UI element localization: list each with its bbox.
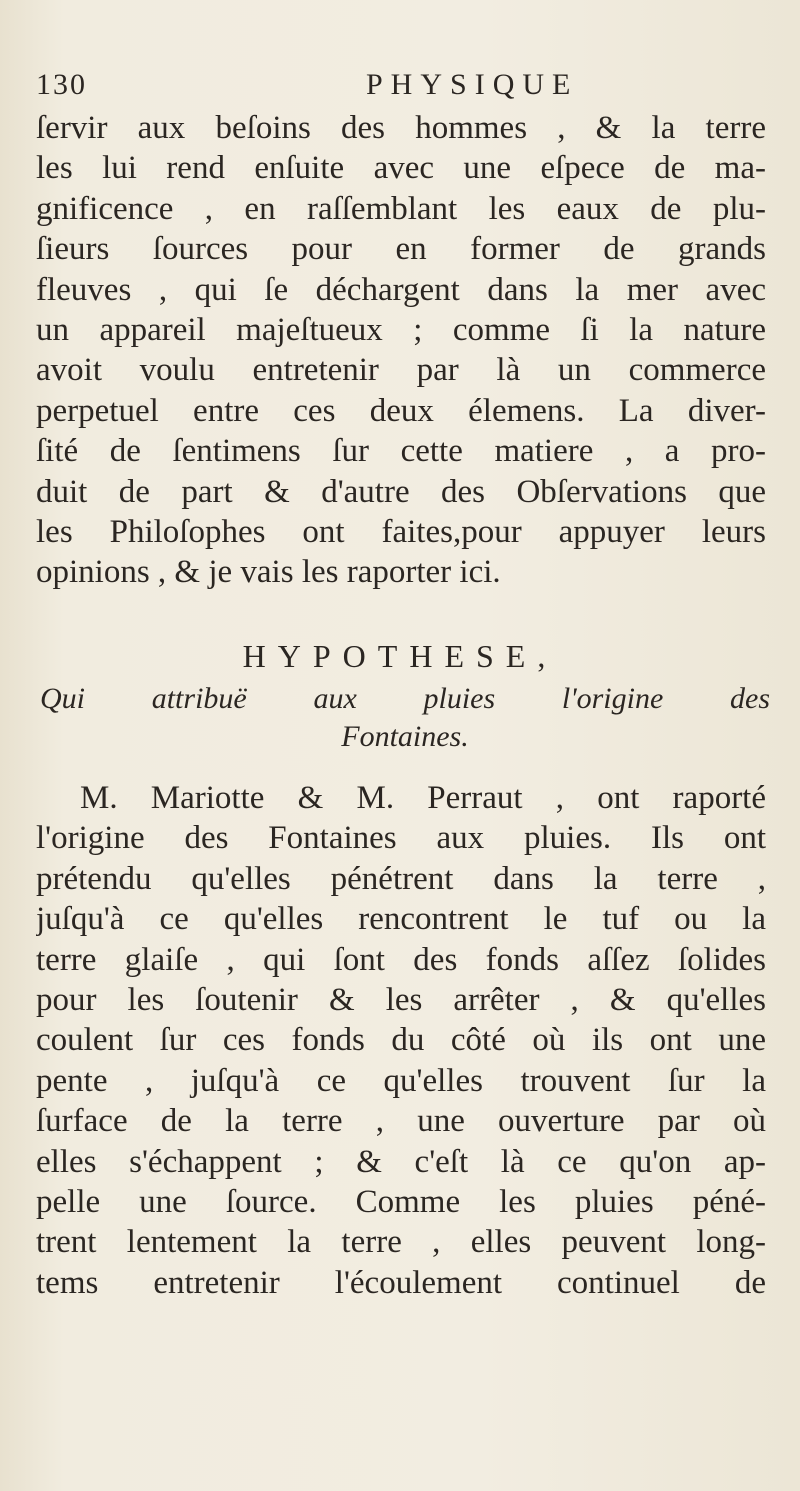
text-line: l'origine des Fontaines aux pluies. Ils ont <box>36 820 766 857</box>
text-line: pente , juſqu'à ce qu'elles trouvent ſur la <box>36 1062 766 1099</box>
text-line: fleuves , qui ſe déchargent dans la mer avec <box>36 271 766 308</box>
text-line: duit de part & d'autre des Obſervations que <box>36 473 766 510</box>
text-line: coulent ſur ces fonds du côté où ils ont une <box>36 1022 766 1059</box>
text-line: pour les ſoutenir & les arrêter , & qu'elles <box>36 982 766 1019</box>
page-number: 130 <box>36 68 87 101</box>
page-header <box>36 68 756 108</box>
text-line: prétendu qu'elles pénétrent dans la terre , <box>36 860 766 897</box>
section-heading: HYPOTHESE, <box>242 638 558 674</box>
text-line: tems entretenir l'écoulement continuel de <box>36 1264 766 1301</box>
text-line: gnificence , en raſſemblant les eaux de plu- <box>36 190 766 227</box>
text-line: terre glaiſe , qui ſont des fonds aſſez ſolides <box>36 941 766 978</box>
section-subtitle <box>40 680 770 756</box>
paragraph-intro <box>36 108 766 593</box>
text-line: ſieurs ſources pour en former de grands <box>36 231 766 268</box>
text-line: avoit voulu entretenir par là un commerce <box>36 352 766 389</box>
running-title: PHYSIQUE <box>366 68 579 101</box>
text-line: un appareil majeſtueux ; comme ſi la nature <box>36 312 766 349</box>
text-line: les Philoſophes ont faites,pour appuyer leurs <box>36 514 766 551</box>
subtitle-line: Qui attribuë aux pluies l'origine des <box>40 682 770 715</box>
text-line: ſité de ſentimens ſur cette matiere , a pro- <box>36 433 766 470</box>
text-line: opinions , & je vais les raporter ici. <box>36 554 501 591</box>
text-line: ſurface de la terre , une ouverture par où <box>36 1103 766 1140</box>
text-line: perpetuel entre ces deux élemens. La diver- <box>36 392 766 429</box>
text-line: M. Mariotte & M. Perraut , ont raporté <box>80 780 766 816</box>
text-line: les lui rend enſuite avec une eſpece de ma- <box>36 150 766 187</box>
text-line: elles s'échappent ; & c'eſt là ce qu'on ap- <box>36 1143 766 1180</box>
paragraph-body <box>36 778 766 1303</box>
text-line: juſqu'à ce qu'elles rencontrent le tuf ou la <box>36 901 766 938</box>
subtitle-line: Fontaines. <box>341 720 469 753</box>
text-line: ſervir aux beſoins des hommes , & la terre <box>36 110 766 146</box>
text-line: pelle une ſource. Comme les pluies péné- <box>36 1184 766 1221</box>
text-line: trent lentement la terre , elles peuvent long- <box>36 1224 766 1261</box>
